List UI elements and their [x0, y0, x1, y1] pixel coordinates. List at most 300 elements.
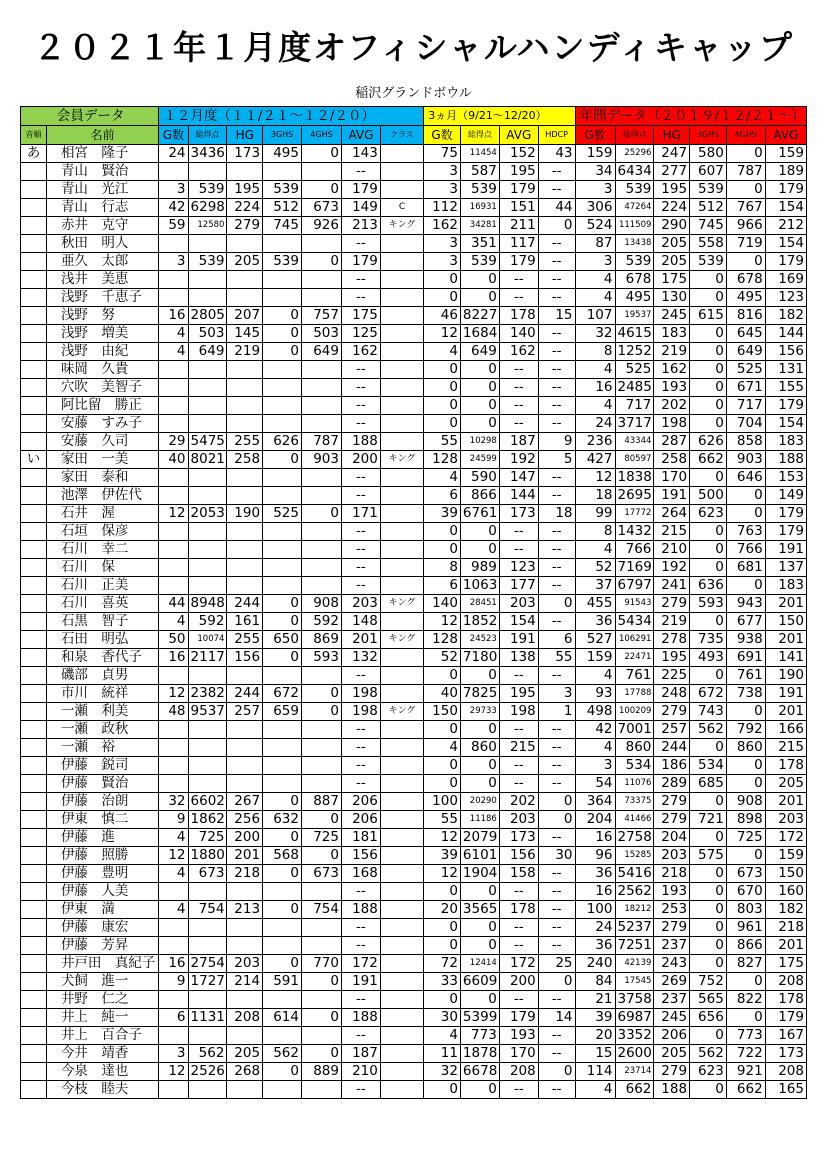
table-cell: 28451: [460, 595, 499, 613]
table-cell: 203: [765, 811, 806, 829]
table-cell: 15285: [615, 847, 654, 865]
table-cell: 7180: [460, 649, 499, 667]
table-cell: 0: [460, 415, 499, 433]
table-cell: 6609: [460, 973, 499, 991]
table-cell: [227, 757, 263, 775]
table-cell: 364: [575, 793, 615, 811]
table-cell: 123: [765, 289, 806, 307]
table-row: [21, 937, 807, 955]
table-cell: [263, 667, 302, 685]
table-cell: 201: [765, 595, 806, 613]
table-cell: 0: [263, 1063, 302, 1081]
table-cell: 0: [460, 397, 499, 415]
table-cell: [380, 955, 423, 973]
table-cell: 279: [654, 919, 690, 937]
table-cell: 219: [654, 613, 690, 631]
table-cell: 0: [424, 289, 461, 307]
table-cell: 191: [765, 541, 806, 559]
table-cell: 1432: [615, 523, 654, 541]
table-cell: 279: [227, 217, 263, 235]
table-cell: 673: [726, 865, 765, 883]
table-cell: 191: [499, 631, 538, 649]
table-cell: 240: [575, 955, 615, 973]
table-cell: [227, 289, 263, 307]
table-cell: [227, 559, 263, 577]
table-cell: 255: [227, 631, 263, 649]
table-cell: 155: [765, 379, 806, 397]
table-cell: [188, 469, 227, 487]
table-cell: 0: [690, 343, 727, 361]
table-cell: --: [538, 469, 575, 487]
table-cell: 0: [424, 1081, 461, 1099]
table-cell: 4: [575, 667, 615, 685]
column-header: クラス: [380, 126, 423, 145]
table-cell: 195: [499, 163, 538, 181]
table-cell: 219: [654, 343, 690, 361]
table-cell: 0: [690, 829, 727, 847]
table-cell: 0: [690, 523, 727, 541]
table-cell: [380, 973, 423, 991]
table-cell: [21, 847, 47, 865]
table-cell: 0: [460, 523, 499, 541]
table-cell: [21, 361, 47, 379]
table-cell: 562: [263, 1045, 302, 1063]
table-cell: 773: [726, 1027, 765, 1045]
table-cell: C: [380, 199, 423, 217]
table-cell: [159, 883, 188, 901]
table-cell: 539: [690, 253, 727, 271]
table-cell: 803: [726, 901, 765, 919]
table-cell: 725: [726, 829, 765, 847]
table-cell: [21, 577, 47, 595]
table-cell: 351: [460, 235, 499, 253]
table-cell: --: [538, 829, 575, 847]
table-cell: [21, 1045, 47, 1063]
table-cell: 188: [765, 451, 806, 469]
table-cell: 5416: [615, 865, 654, 883]
table-cell: [21, 829, 47, 847]
table-cell: 267: [227, 793, 263, 811]
table-cell: [21, 343, 47, 361]
table-cell: 4: [159, 613, 188, 631]
member-name: 相宮 隆子: [46, 145, 158, 163]
table-cell: 0: [424, 721, 461, 739]
table-cell: 677: [726, 613, 765, 631]
table-cell: 869: [301, 631, 341, 649]
table-row: [21, 559, 807, 577]
table-cell: 162: [654, 361, 690, 379]
table-cell: 148: [341, 613, 380, 631]
table-cell: [188, 163, 227, 181]
table-cell: [188, 667, 227, 685]
table-cell: [188, 271, 227, 289]
table-cell: 208: [765, 973, 806, 991]
table-cell: [263, 937, 302, 955]
table-cell: 201: [227, 847, 263, 865]
table-cell: [301, 775, 341, 793]
table-cell: [227, 919, 263, 937]
table-cell: [227, 163, 263, 181]
table-cell: [380, 379, 423, 397]
table-cell: 161: [227, 613, 263, 631]
handicap-table: [20, 106, 807, 1099]
table-cell: [159, 721, 188, 739]
table-cell: [301, 559, 341, 577]
table-cell: 42: [159, 199, 188, 217]
table-cell: 24523: [460, 631, 499, 649]
table-cell: [380, 721, 423, 739]
table-cell: [380, 847, 423, 865]
table-cell: --: [538, 757, 575, 775]
table-cell: 244: [654, 739, 690, 757]
table-cell: --: [538, 991, 575, 1009]
table-cell: [21, 523, 47, 541]
member-name: 赤井 克守: [46, 217, 158, 235]
table-cell: 0: [424, 415, 461, 433]
table-cell: [301, 415, 341, 433]
table-cell: --: [538, 325, 575, 343]
table-cell: 173: [499, 829, 538, 847]
table-cell: 165: [765, 1081, 806, 1099]
table-cell: 43: [538, 145, 575, 163]
member-name: 井戸田 真紀子: [46, 955, 158, 973]
table-cell: --: [499, 667, 538, 685]
table-cell: 306: [575, 199, 615, 217]
table-cell: 0: [301, 973, 341, 991]
table-cell: --: [341, 1081, 380, 1099]
table-cell: [188, 919, 227, 937]
table-cell: 20: [575, 1027, 615, 1045]
table-cell: 0: [690, 469, 727, 487]
table-cell: 52: [424, 649, 461, 667]
table-cell: 179: [765, 1009, 806, 1027]
table-cell: 0: [424, 379, 461, 397]
table-cell: [159, 271, 188, 289]
table-cell: 18: [538, 505, 575, 523]
table-row: [21, 1009, 807, 1027]
column-header: AVG: [341, 126, 380, 145]
table-cell: 673: [301, 865, 341, 883]
table-cell: 205: [227, 1045, 263, 1063]
table-cell: 29: [159, 433, 188, 451]
member-name: 穴吹 美智子: [46, 379, 158, 397]
table-cell: 16: [159, 307, 188, 325]
table-cell: 72: [424, 955, 461, 973]
table-cell: [380, 1063, 423, 1081]
table-cell: [380, 1027, 423, 1045]
table-cell: 0: [538, 217, 575, 235]
table-cell: [227, 667, 263, 685]
table-cell: [301, 721, 341, 739]
table-cell: 493: [690, 649, 727, 667]
table-cell: 15: [575, 1045, 615, 1063]
table-cell: 167: [765, 1027, 806, 1045]
table-row: [21, 1045, 807, 1063]
table-cell: [227, 577, 263, 595]
table-cell: 0: [460, 541, 499, 559]
table-cell: [159, 1081, 188, 1099]
table-row: [21, 631, 807, 649]
table-cell: [263, 289, 302, 307]
column-header: AVG: [765, 126, 806, 145]
table-cell: --: [341, 775, 380, 793]
table-cell: 6: [424, 487, 461, 505]
table-cell: [21, 379, 47, 397]
table-cell: 539: [188, 253, 227, 271]
table-cell: [227, 271, 263, 289]
table-cell: [380, 811, 423, 829]
table-cell: 2079: [460, 829, 499, 847]
table-cell: [21, 973, 47, 991]
table-cell: 455: [575, 595, 615, 613]
table-cell: 539: [690, 181, 727, 199]
table-cell: [159, 577, 188, 595]
member-name: 一瀬 裕: [46, 739, 158, 757]
table-cell: 4: [575, 739, 615, 757]
table-cell: --: [341, 523, 380, 541]
table-cell: 8948: [188, 595, 227, 613]
table-cell: 84: [575, 973, 615, 991]
table-cell: [21, 505, 47, 523]
table-cell: [188, 397, 227, 415]
table-cell: 25: [538, 955, 575, 973]
table-cell: 757: [301, 307, 341, 325]
table-cell: キング: [380, 703, 423, 721]
table-cell: 279: [654, 703, 690, 721]
table-cell: [159, 397, 188, 415]
table-cell: 241: [654, 577, 690, 595]
table-cell: [301, 235, 341, 253]
table-cell: 0: [690, 901, 727, 919]
table-cell: 195: [654, 181, 690, 199]
table-cell: 1684: [460, 325, 499, 343]
table-cell: 182: [765, 307, 806, 325]
table-cell: [21, 595, 47, 613]
table-cell: 188: [341, 901, 380, 919]
table-cell: 16: [159, 955, 188, 973]
table-cell: 158: [499, 865, 538, 883]
table-cell: [263, 361, 302, 379]
table-cell: 6797: [615, 577, 654, 595]
table-cell: [380, 1009, 423, 1027]
table-cell: [380, 541, 423, 559]
table-cell: [301, 541, 341, 559]
table-cell: キング: [380, 217, 423, 235]
table-cell: 48: [159, 703, 188, 721]
table-cell: 3436: [188, 145, 227, 163]
table-cell: 860: [460, 739, 499, 757]
table-cell: 183: [765, 577, 806, 595]
table-cell: 0: [690, 1027, 727, 1045]
table-cell: [263, 721, 302, 739]
table-cell: [21, 775, 47, 793]
table-cell: [21, 325, 47, 343]
table-cell: [263, 235, 302, 253]
table-cell: 205: [654, 1045, 690, 1063]
member-name: 石黒 智子: [46, 613, 158, 631]
table-cell: 156: [227, 649, 263, 667]
table-cell: 213: [227, 901, 263, 919]
table-cell: 6434: [615, 163, 654, 181]
table-cell: [188, 739, 227, 757]
table-cell: 206: [341, 811, 380, 829]
table-cell: [21, 1063, 47, 1081]
table-cell: 190: [765, 667, 806, 685]
table-row: [21, 379, 807, 397]
table-cell: 154: [765, 415, 806, 433]
table-cell: --: [538, 937, 575, 955]
table-cell: 0: [726, 757, 765, 775]
table-cell: [159, 757, 188, 775]
table-cell: 4: [159, 901, 188, 919]
table-cell: 279: [654, 595, 690, 613]
table-cell: 649: [301, 343, 341, 361]
table-cell: 25296: [615, 145, 654, 163]
table-cell: [21, 883, 47, 901]
table-cell: 198: [341, 703, 380, 721]
table-cell: 18212: [615, 901, 654, 919]
table-cell: 534: [690, 757, 727, 775]
table-cell: 860: [615, 739, 654, 757]
table-cell: [21, 811, 47, 829]
member-name: 石川 幸二: [46, 541, 158, 559]
table-row: [21, 415, 807, 433]
table-cell: 6298: [188, 199, 227, 217]
table-cell: [21, 631, 47, 649]
table-cell: 0: [690, 793, 727, 811]
table-row: [21, 973, 807, 991]
table-cell: 0: [301, 1009, 341, 1027]
table-cell: 592: [301, 613, 341, 631]
table-cell: [263, 991, 302, 1009]
table-cell: 287: [654, 433, 690, 451]
table-cell: [263, 1081, 302, 1099]
table-cell: 3: [424, 163, 461, 181]
table-cell: 208: [227, 1009, 263, 1027]
table-cell: 0: [690, 883, 727, 901]
table-cell: 672: [690, 685, 727, 703]
table-cell: 9: [159, 811, 188, 829]
table-cell: 662: [690, 451, 727, 469]
table-cell: 36: [575, 937, 615, 955]
table-cell: 0: [263, 613, 302, 631]
table-cell: 4: [575, 289, 615, 307]
page-title: ２０２１年１月度オフィシャルハンディキャップ: [33, 28, 794, 67]
table-cell: [301, 919, 341, 937]
table-cell: 0: [460, 991, 499, 1009]
table-cell: 3: [159, 1045, 188, 1063]
table-cell: 754: [188, 901, 227, 919]
table-row: [21, 775, 807, 793]
table-cell: 166: [765, 721, 806, 739]
table-cell: [21, 289, 47, 307]
table-cell: 1904: [460, 865, 499, 883]
table-cell: [380, 559, 423, 577]
table-cell: 525: [263, 505, 302, 523]
table-cell: 47264: [615, 199, 654, 217]
table-cell: [301, 739, 341, 757]
table-cell: [380, 1081, 423, 1099]
table-cell: 0: [726, 703, 765, 721]
table-cell: 0: [424, 775, 461, 793]
table-cell: [21, 1027, 47, 1045]
table-cell: [227, 775, 263, 793]
table-cell: [380, 307, 423, 325]
table-cell: [21, 433, 47, 451]
table-cell: 245: [654, 1009, 690, 1027]
table-cell: 99: [575, 505, 615, 523]
table-cell: 205: [654, 253, 690, 271]
table-cell: 24: [159, 145, 188, 163]
table-cell: 169: [765, 271, 806, 289]
table-cell: 17772: [615, 505, 654, 523]
member-name: 伊東 満: [46, 901, 158, 919]
table-cell: [21, 199, 47, 217]
table-cell: [159, 361, 188, 379]
table-cell: 73375: [615, 793, 654, 811]
table-cell: 3: [575, 253, 615, 271]
member-name: 伊藤 賢治: [46, 775, 158, 793]
table-cell: --: [538, 865, 575, 883]
table-cell: 3: [159, 181, 188, 199]
table-cell: [21, 1081, 47, 1099]
table-cell: [159, 991, 188, 1009]
table-cell: 7251: [615, 937, 654, 955]
table-cell: 154: [499, 613, 538, 631]
table-cell: --: [499, 271, 538, 289]
table-cell: 11454: [460, 145, 499, 163]
table-cell: --: [538, 289, 575, 307]
table-cell: 678: [726, 271, 765, 289]
table-cell: 770: [301, 955, 341, 973]
table-cell: 0: [424, 361, 461, 379]
table-cell: 816: [726, 307, 765, 325]
table-cell: 943: [726, 595, 765, 613]
table-cell: 218: [765, 919, 806, 937]
table-cell: 6: [424, 577, 461, 595]
table-cell: [380, 325, 423, 343]
member-name: 石川 正美: [46, 577, 158, 595]
table-cell: [380, 469, 423, 487]
table-cell: 752: [690, 973, 727, 991]
table-cell: 201: [765, 703, 806, 721]
column-header: HG: [654, 126, 690, 145]
column-header: 総得点: [188, 126, 227, 145]
table-cell: 558: [690, 235, 727, 253]
table-cell: 4: [424, 739, 461, 757]
table-cell: 827: [726, 955, 765, 973]
table-cell: 767: [726, 199, 765, 217]
table-cell: [380, 577, 423, 595]
table-cell: 188: [341, 1009, 380, 1027]
table-cell: 290: [654, 217, 690, 235]
table-row: [21, 901, 807, 919]
table-cell: [263, 379, 302, 397]
table-row: [21, 991, 807, 1009]
table-cell: 2117: [188, 649, 227, 667]
table-cell: 100209: [615, 703, 654, 721]
table-cell: 55: [424, 433, 461, 451]
table-cell: 183: [765, 433, 806, 451]
table-cell: 0: [460, 1081, 499, 1099]
table-cell: 6678: [460, 1063, 499, 1081]
table-cell: 4: [424, 469, 461, 487]
table-cell: 80597: [615, 451, 654, 469]
table-cell: [301, 1081, 341, 1099]
table-cell: 8227: [460, 307, 499, 325]
table-cell: 93: [575, 685, 615, 703]
table-cell: --: [341, 559, 380, 577]
